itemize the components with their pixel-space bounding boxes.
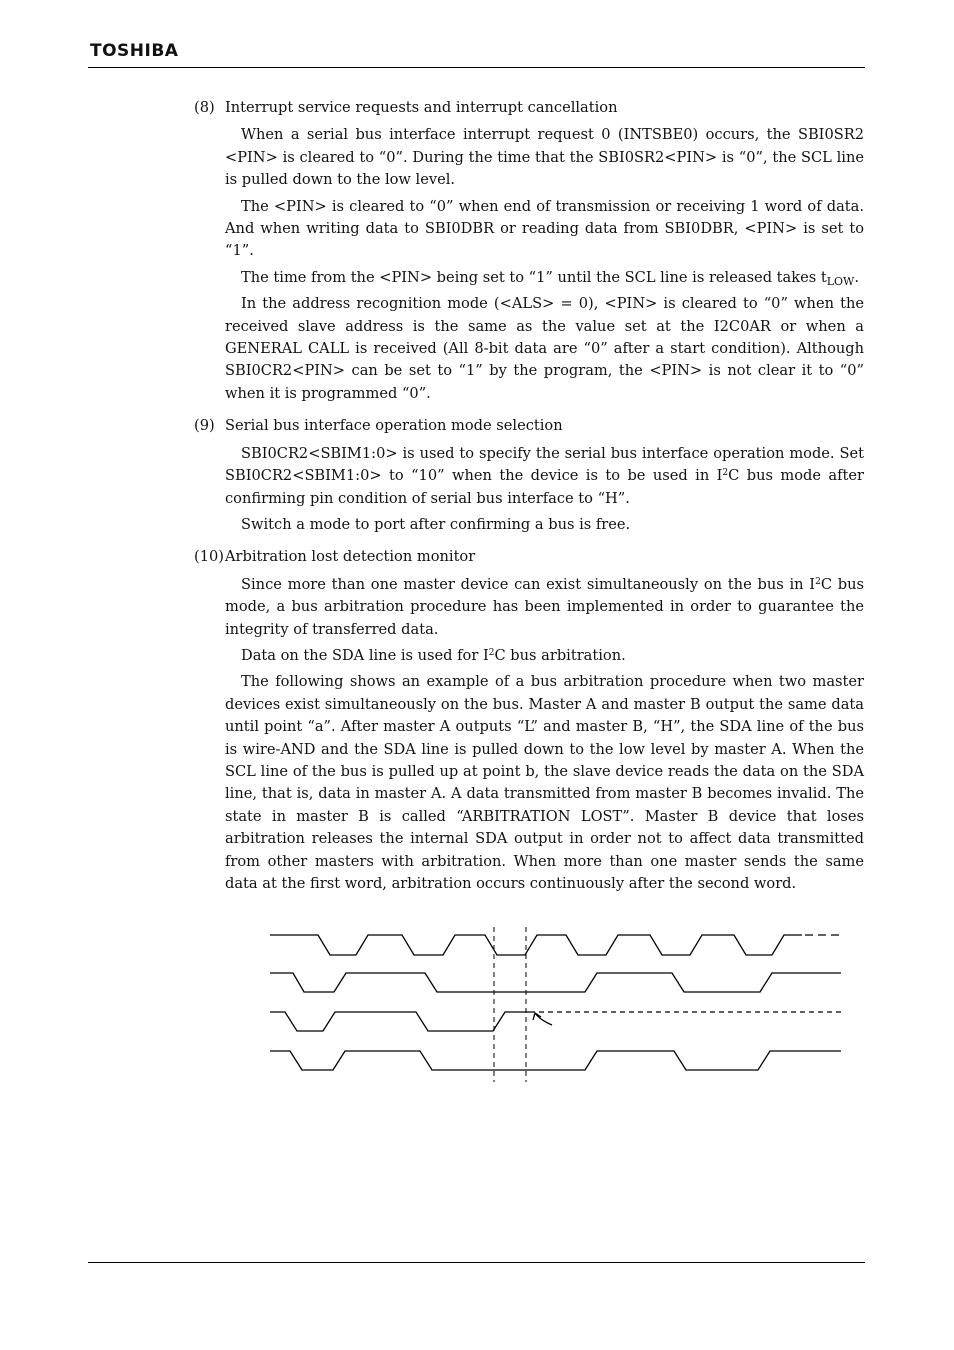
paragraph: The <PIN> is cleared to “0” when end of transmission or receiving 1 word of data. And when writing data to SBI0DBR or reading data from SBI0DBR, <PIN> is set to “1”. xyxy=(225,197,864,260)
paragraph xyxy=(225,645,864,667)
header-rule xyxy=(88,67,865,68)
master-a-sda-waveform xyxy=(270,973,841,992)
text: The time from the <PIN> being set to “1” until the SCL line is released takes t xyxy=(241,268,827,286)
sda-bus-waveform xyxy=(270,1051,841,1070)
text: Since more than one master device can exist simultaneously on the bus in I xyxy=(241,575,816,593)
paragraph: Switch a mode to port after confirming a bus is free. xyxy=(241,515,631,533)
text: Data on the SDA line is used for I xyxy=(241,646,489,664)
section-9-heading xyxy=(194,415,864,437)
section-title: Serial bus interface operation mode selection xyxy=(225,417,563,435)
arrow-head xyxy=(533,1013,541,1020)
paragraph xyxy=(225,267,864,289)
section-title: Interrupt service requests and interrupt cancellation xyxy=(225,99,618,116)
paragraph: In the address recognition mode (<ALS> = 0), <PIN> is cleared to “0” when the received slave address is the same as the value set at the I2C0AR or when a GENERAL CALL is received (All 8-bit data are “0” after a start condition). Although SBI0CR2<PIN> can be set to “1” by the program, the <PIN> is not clear it to “0” when it is programmed “0”. xyxy=(225,295,864,402)
page-content xyxy=(194,97,864,899)
subscript: LOW xyxy=(826,274,855,288)
scl-waveform xyxy=(270,935,802,955)
paragraph: When a serial bus interface interrupt request 0 (INTSBE0) occurs, the SBI0SR2 <PIN> is cleared to “0”. During the time that the SBI0SR2<PIN> is “0”, the SCL line is pulled down to the low level. xyxy=(225,126,864,189)
paragraph xyxy=(225,443,864,510)
text: . xyxy=(854,268,859,286)
footer-rule xyxy=(88,1262,865,1263)
section-number: (8) xyxy=(194,99,215,116)
superscript: 2 xyxy=(722,468,729,479)
text: C bus arbitration. xyxy=(494,646,626,664)
section-10-heading xyxy=(194,546,864,568)
toshiba-logo: TOSHIBA xyxy=(90,41,179,61)
section-title: Arbitration lost detection monitor xyxy=(225,548,476,566)
section-number: (9) xyxy=(194,417,215,435)
paragraph: The following shows an example of a bus arbitration procedure when two master devices exist simultaneously on the bus. Master A and master B output the same data until point “a”. After master A outputs “L” and master B, “H”, the SDA line of the bus is wire-AND and the SDA line is pulled down to the low level by master A. When the SCL line of the bus is pulled up at point b, the slave device reads the data on the SDA line, that is, data in master A. A data transmitted from master B becomes invalid. The state in master B is called “ARBITRATION LOST”. Master B device that loses arbitration releases the internal SDA output in order not to affect data transmitted from other masters with arbitration. When more than one master sends the same data at the first word, arbitration occurs continuously after the second word. xyxy=(225,673,864,892)
superscript: 2 xyxy=(815,576,821,587)
master-b-sda-waveform xyxy=(270,1012,530,1031)
arbitration-lost-arrow xyxy=(535,1013,552,1025)
text: C bus mode after confirming pin condition of serial bus interface to “H”. xyxy=(225,467,865,507)
superscript: 2 xyxy=(488,647,495,658)
text: SBI0CR2<SBIM1:0> is used to specify the serial bus interface operation mode. Set SBI0CR2<SBIM1:0> to “10” when the device is to be used in I xyxy=(225,444,864,485)
paragraph xyxy=(225,574,864,641)
text: C bus mode, a bus arbitration procedure has been implemented in order to guarantee the integrity of transferred data. xyxy=(225,575,864,638)
section-number: (10) xyxy=(194,548,224,566)
section-8-heading xyxy=(194,97,864,119)
